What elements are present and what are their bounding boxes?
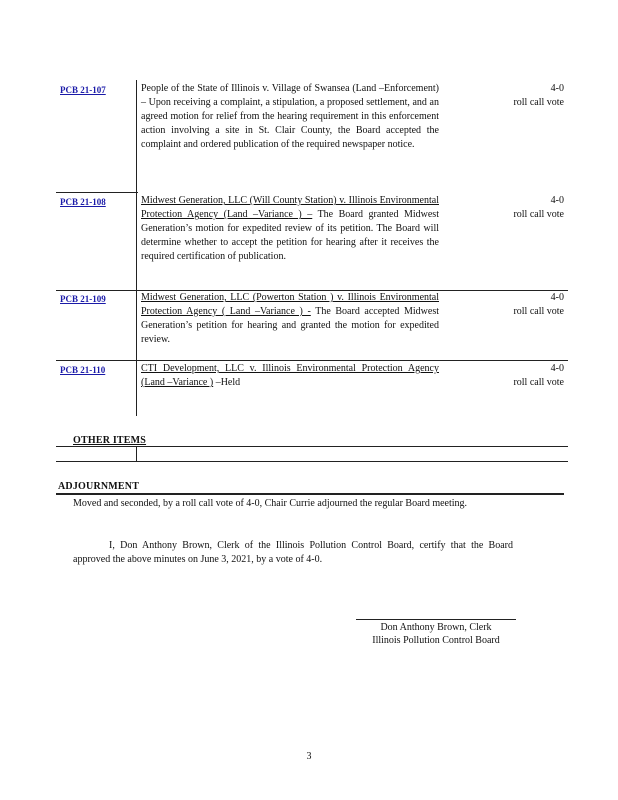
vote-type: roll call vote [513,209,564,220]
case-link-pcb-21-108[interactable]: PCB 21-108 [60,197,106,207]
case-summary: The Board accepted Midwest Generation’s petition for hearing and granted the motion for expedited review. [141,306,439,345]
adjournment-heading: ADJOURNMENT [58,481,140,492]
vote-count: 4-0 [550,292,564,303]
case-link-pcb-21-109[interactable]: PCB 21-109 [60,294,106,304]
adjournment-text: Moved and seconded, by a roll call vote of 4-0, Chair Currie adjourned the regular Board meeting. [73,498,468,509]
vote-type: roll call vote [513,306,564,317]
case-description [141,291,439,347]
signature-name: Don Anthony Brown, Clerk [380,622,492,633]
other-items-heading: OTHER ITEMS [73,435,147,446]
case-description [141,194,439,264]
case-parties: Midwest Generation, LLC (Powerton Station ) v. Illinois Environmental Protection Agency ( Land –Variance ) - [141,292,439,317]
certification-text: I, Don Anthony Brown, Clerk of the Illinois Pollution Control Board, certify that the Board approved the above minutes on June 3, 2021, by a vote of 4-0. [73,540,513,565]
adjournment-rule [56,493,564,495]
vote-count: 4-0 [550,195,564,206]
other-items-rule-bottom [56,461,568,462]
page-number: 3 [306,751,312,762]
signature-organization: Illinois Pollution Control Board [372,635,500,646]
case-summary: The Board granted Midwest Generation’s motion for expedited review of its petition. The Board will determine whether to accept the petition for hearing after it receives the required certification of publication. [141,209,439,262]
other-items-divider [136,446,137,461]
case-link-pcb-21-110[interactable]: PCB 21-110 [60,365,106,375]
case-link-pcb-21-107[interactable]: PCB 21-107 [60,85,106,95]
vote-type: roll call vote [513,97,564,108]
case-description [141,362,439,390]
row-divider-1 [56,192,138,193]
case-description: People of the State of Illinois v. Village of Swansea (Land –Enforcement) – Upon receiving a complaint, a stipulation, a proposed settlement, and an agreed motion for relief from the hearing requirement in this enforcement action involving a site in St. Clair County, the Board accepted the complaint and ordered publication of the required newspaper notice. [141,83,439,150]
other-items-rule-top [56,446,568,447]
case-parties: CTI Development, LLC v. Illinois Environmental Protection Agency (Land –Variance ) [141,363,439,388]
vote-count: 4-0 [550,83,564,94]
case-summary: –Held [215,377,241,388]
case-parties: Midwest Generation, LLC (Will County Station) v. Illinois Environmental Protection Agency (Land –Variance ) – [141,195,439,220]
table-column-divider [136,80,137,416]
vote-type: roll call vote [513,377,564,388]
signature-line [356,619,516,620]
row-divider-3 [56,360,568,361]
vote-count: 4-0 [550,363,564,374]
